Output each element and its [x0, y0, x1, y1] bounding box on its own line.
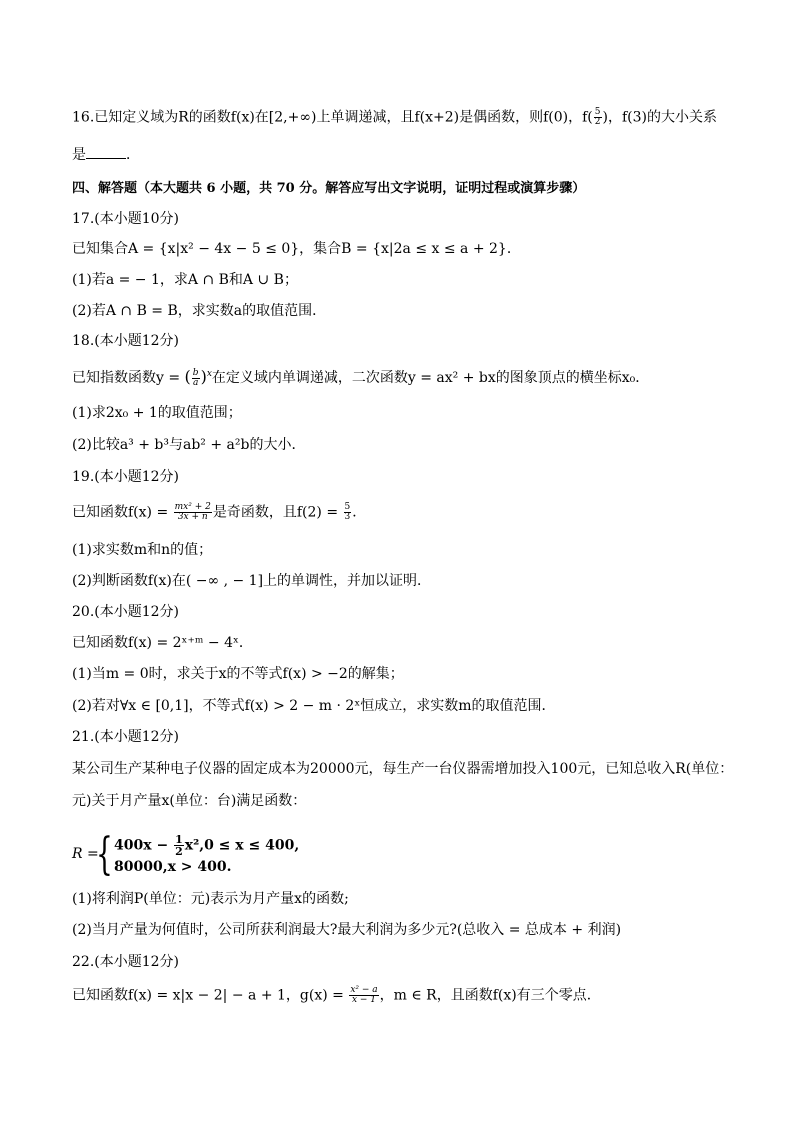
- q18-part1: (1)求2x₀ + 1的取值范围；: [72, 405, 242, 421]
- q19-head: 19.(本小题12分): [72, 469, 180, 485]
- q22-g-den: x − 1: [351, 995, 377, 1005]
- q19-stem-a: 已知函数f(x) =: [72, 504, 173, 521]
- q22-g-fraction: [349, 986, 378, 1005]
- q19-function-fraction: [174, 503, 212, 522]
- q19-v-num: 5: [344, 502, 351, 512]
- q16-line1: [72, 108, 734, 127]
- q19-stem-b: 是奇函数，且f(2) =: [212, 504, 343, 521]
- q22-stem: [72, 986, 734, 1005]
- q16-fraction: [594, 108, 602, 127]
- q21-part2: (2)当月产量为何值时，公司所获利润最大?最大利润为多少元?(总收入 = 总成本 + 利润): [72, 922, 622, 938]
- q18-frac-den: a: [192, 377, 199, 388]
- q18-head: 18.(本小题12分): [72, 333, 180, 349]
- q19-stem-c: ．: [352, 504, 367, 521]
- q20-head: 20.(本小题12分): [72, 604, 180, 620]
- q16-text-b: )，f(3)的大小关系: [602, 109, 717, 126]
- q22-head: 22.(本小题12分): [72, 954, 180, 970]
- piecewise-row-1: [114, 834, 299, 857]
- q19-v-den: 3: [344, 512, 351, 522]
- q19-f-num: mx² + 2: [174, 502, 211, 512]
- q22-g-num: x² − a: [350, 985, 378, 995]
- piecewise-row-2: 80000,x > 400.: [114, 859, 232, 875]
- section-heading: 四、解答题（本大题共 6 小题，共 70 分。解答应写出文字说明，证明过程或演算步骤）: [72, 181, 586, 196]
- q19-value-fraction: [344, 503, 352, 522]
- q21-part1: (1)将利润P(单位：元)表示为月产量x的函数;: [72, 891, 349, 907]
- piecewise-label: R =: [72, 846, 99, 862]
- row1-frac-num: 1: [175, 833, 183, 846]
- q21-stem2: 元)关于月产量x(单位：台)满足函数：: [72, 793, 307, 809]
- q17-head: 17.(本小题10分): [72, 211, 180, 227]
- row1-frac-den: 2: [175, 845, 183, 858]
- q18-part2: (2)比较a³ + b³与ab² + a²b的大小．: [72, 437, 306, 453]
- q16-text-c: 是: [72, 147, 86, 163]
- q22-stem-b: ，m ∈ R，且函数f(x)有三个零点．: [379, 987, 601, 1004]
- q19-f-den: 3x + n: [177, 512, 208, 522]
- q21-stem1: 某公司生产某种电子仪器的固定成本为20000元，每生产一台仪器需增加投入100元，已知总收入R(单位：: [72, 761, 734, 777]
- q18-stem-b: 在定义域内单调递减，二次函数y = ax² + bx的图象顶点的横坐标x₀．: [211, 370, 650, 386]
- row1-text-b: x²,0 ≤ x ≤ 400,: [184, 837, 300, 854]
- q16-text-d: ．: [126, 147, 140, 163]
- q17-part1: (1)若a = − 1，求A ∩ B和A ∪ B；: [72, 272, 298, 288]
- q16-line2: [72, 146, 734, 164]
- q19-stem: [72, 503, 734, 522]
- q18-frac-num: b: [192, 367, 199, 378]
- q22-stem-a: 已知函数f(x) = x|x − 2| − a + 1，g(x) =: [72, 987, 349, 1004]
- q18-fraction: [192, 369, 200, 388]
- answer-blank[interactable]: [86, 146, 126, 159]
- row1-fraction: [174, 834, 184, 857]
- q19-part1: (1)求实数m和n的值；: [72, 542, 213, 558]
- q17-stem: 已知集合A = {x|x² − 4x − 5 ≤ 0}，集合B = {x|2a ≤ x ≤ a + 2}．: [72, 241, 521, 257]
- left-brace: {: [96, 829, 113, 880]
- q21-head: 21.(本小题12分): [72, 729, 180, 745]
- q16-frac-num: 5: [594, 107, 601, 117]
- piecewise-function: [72, 829, 392, 884]
- q20-part2: (2)若对∀x ∈ [0,1]，不等式f(x) > 2 − m · 2ˣ恒成立，求实数m的取值范围．: [72, 698, 556, 714]
- q16-frac-den: 2: [594, 117, 601, 127]
- q18-stem: 已知指数函数y = ( $\frac{b}{a}$ )$^x$在定义域内单调递减，二次函数y = ax² + bx的图象顶点的横坐标x₀．: [72, 367, 650, 388]
- row1-text-a: 400x −: [114, 837, 174, 854]
- q19-part2: (2)判断函数f(x)在( −∞ , − 1]上的单调性，并加以证明．: [72, 573, 432, 589]
- q20-stem: 已知函数f(x) = 2ˣ⁺ᵐ − 4ˣ．: [72, 635, 253, 651]
- q17-part2: (2)若A ∩ B = B，求实数a的取值范围．: [72, 303, 327, 319]
- q20-part1: (1)当m = 0时，求关于x的不等式f(x) > −2的解集；: [72, 666, 404, 682]
- q18-stem-a: 已知指数函数y =: [72, 370, 185, 386]
- q16-text-a: 16.已知定义域为R的函数f(x)在[2,+∞)上单调递减，且f(x+2)是偶函数，则f(0)，f(: [72, 109, 593, 126]
